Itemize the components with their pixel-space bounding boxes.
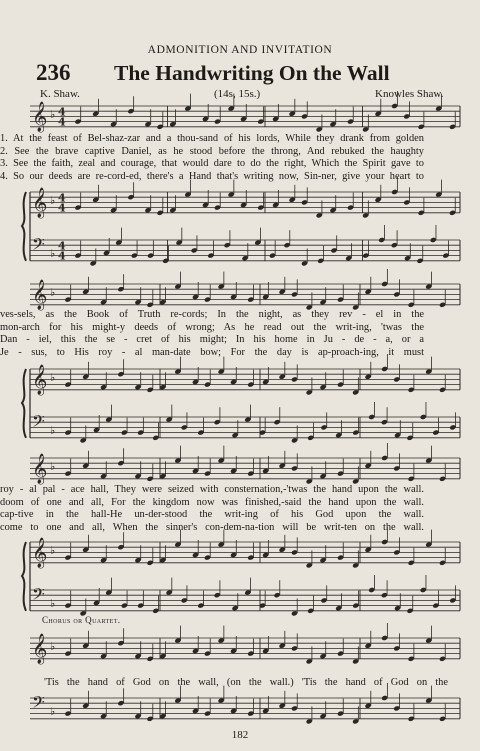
lyric-line: 4. So our deeds are re-cord-ed, there's a Hand that's writing now, Sin-ner, give your heart to bbox=[0, 170, 424, 182]
bass-clef-icon: 𝄢 bbox=[32, 234, 45, 258]
flat-icon: ♭ bbox=[50, 544, 56, 557]
bass-clef-icon: 𝄢 bbox=[32, 411, 45, 435]
verse-block-third bbox=[0, 484, 424, 534]
flat-icon: ♭ bbox=[50, 460, 56, 473]
flat-icon: ♭ bbox=[50, 424, 56, 437]
lyric-line: Dan - iel, this the se - cret of his might; In his home in Ju - de - a, or a bbox=[0, 334, 424, 346]
flat-icon: ♭ bbox=[50, 247, 56, 260]
music-credit: Knowles Shaw. bbox=[375, 88, 444, 100]
lyric-line: come to one and all, When the sinner's con-dem-na-tion will be writ-ten on the wall. bbox=[0, 521, 424, 533]
brace-icon bbox=[22, 369, 26, 438]
staff bbox=[30, 225, 460, 266]
meter-label: (14s, 15s.) bbox=[214, 88, 261, 100]
lyric-line: Je - sus, to His roy - al man-date bow; For the day is ap-proach-ing, it must bbox=[0, 346, 424, 358]
flat-icon: ♭ bbox=[50, 705, 56, 718]
flat-icon: ♭ bbox=[50, 286, 56, 299]
page-number: 182 bbox=[231, 729, 249, 741]
time-signature: 4 bbox=[58, 249, 66, 263]
lyric-line: cap-tive in the hall-He un-der-stood the writ-ing of his God upon the wall. bbox=[0, 509, 424, 521]
treble-clef-icon: 𝄞 bbox=[32, 102, 48, 132]
treble-clef-icon: 𝄞 bbox=[32, 454, 48, 484]
treble-clef-icon: 𝄞 bbox=[32, 538, 48, 568]
time-signature: 4 bbox=[58, 191, 66, 205]
time-signature: 4 bbox=[58, 201, 66, 215]
lyric-line: 1. At the feast of Bel-shaz-zar and a thou-sand of his lords, While they drank from golden bbox=[0, 133, 424, 144]
verse-block-second bbox=[0, 309, 424, 359]
section-heading: ADMONITION AND INVITATION bbox=[147, 44, 333, 56]
time-signature: 4 bbox=[58, 105, 66, 119]
flat-icon: ♭ bbox=[50, 194, 56, 207]
lyric-line: ves-sels, as the Book of Truth re-cords; In the night, as they rev - el in the bbox=[0, 309, 424, 320]
lyric-line: roy - al pal - ace hall, They were seized with consternation,-'twas the hand upon the wall. bbox=[0, 484, 424, 495]
flat-icon: ♭ bbox=[50, 597, 56, 610]
staff-system-3 bbox=[0, 538, 480, 648]
lyric-line: 2. See the brave captive Daniel, as he stood before the throng, And rebuked the haughty bbox=[0, 145, 424, 157]
staff bbox=[30, 683, 460, 724]
verse-block-first bbox=[0, 133, 424, 183]
treble-clef-icon: 𝄞 bbox=[32, 365, 48, 395]
treble-clef-icon: 𝄞 bbox=[32, 280, 48, 310]
words-credit: K. Shaw. bbox=[40, 88, 80, 100]
brace-icon bbox=[22, 192, 26, 261]
treble-clef-icon: 𝄞 bbox=[32, 188, 48, 218]
chorus-label: Chorus or Quartet. bbox=[42, 615, 121, 625]
lyric-line: doom of one and all, For the kingdom now was finished,-said the hand upon the wall. bbox=[0, 496, 424, 508]
staff bbox=[30, 575, 460, 616]
staff bbox=[30, 354, 460, 396]
lyric-line: 3. See the faith, zeal and courage, that would dare to do the right, Which the Spirit gave to bbox=[0, 158, 424, 170]
bass-clef-icon: 𝄢 bbox=[32, 692, 45, 716]
bass-clef-icon: 𝄢 bbox=[32, 584, 45, 608]
chorus-lyric-line: 'Tis the hand of God on the wall, (on the wall.) 'Tis the hand of God on the bbox=[44, 677, 448, 688]
flat-icon: ♭ bbox=[50, 640, 56, 653]
flat-icon: ♭ bbox=[50, 108, 56, 121]
hymn-number: 236 bbox=[36, 60, 71, 85]
time-signature: 4 bbox=[58, 239, 66, 253]
lyric-line: mon-arch for his might-y deeds of wrong; As he read out the writ-ing, 'twas the bbox=[0, 321, 424, 333]
brace-icon bbox=[22, 542, 26, 611]
staff-chorus-treble bbox=[0, 634, 480, 674]
treble-clef-icon: 𝄞 bbox=[32, 634, 48, 664]
time-signature: 4 bbox=[58, 115, 66, 129]
flat-icon: ♭ bbox=[50, 371, 56, 384]
hymn-title: The Handwriting On the Wall bbox=[114, 61, 390, 85]
staff-chorus-bass bbox=[0, 694, 480, 734]
staff bbox=[30, 402, 460, 443]
